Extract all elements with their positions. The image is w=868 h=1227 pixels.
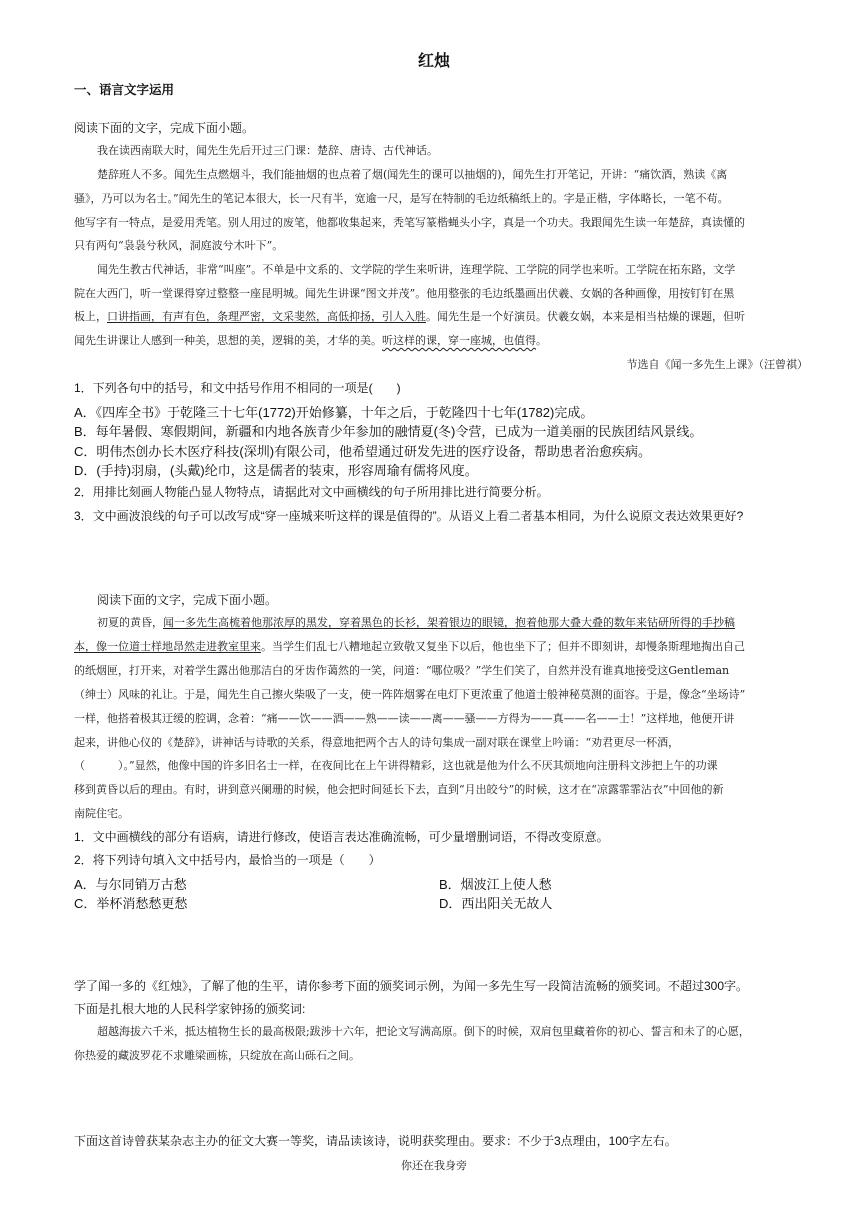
question-stem: 2．将下列诗句填入文中括号内，最恰当的一项是（ ） [74,853,381,867]
passage2-line: （绅士）风味的礼让。于是，闻先生自己擦火柴吸了一支，使一阵阵烟雾在电灯下更浓重了他道士般神秘莫测的面容。于是，像念“坐场诗” [74,688,746,701]
underlined-sentence: 口讲指画，有声有色，条理严密，文采斐然，高低抑扬，引人入胜 [107,310,426,323]
section-heading: 一、语言文字运用 [74,83,175,97]
passage1-line: 楚辞班人不多。闻先生点燃烟斗，我们能抽烟的也点着了烟(闻先生的课可以抽烟的)，闻先生打开笔记，开讲：“痛饮酒，熟读《离 [97,168,728,181]
option-b: B．每年暑假、寒假期间，新疆和内地各族青少年参加的融情夏(冬)令营，已成为一道美丽的民族团结风景线。 [74,424,703,439]
passage1-line: 闻先生教古代神话，非常“叫座”。不单是中文系的、文学院的学生来听讲，连理学院、工学院的同学也来听。工学院在拓东路，文学 [97,263,736,276]
text-span: 闻先生讲课让人感到一种美，思想的美，逻辑的美，才华的美。 [74,334,382,347]
passage1-line: 只有两句“袅袅兮秋风，洞庭波兮木叶下”。 [74,239,284,252]
question-stem: 学了闻一多的《红烛》，了解了他的生平，请你参考下面的颁奖词示例，为闻一多先生写一段简洁流畅的颁奖词。不超过300字。 [74,979,749,993]
question-stem: 2．用排比刻画人物能凸显人物特点，请据此对文中画横线的句子所用排比进行简要分析。 [74,485,549,499]
passage2-line: 移到黄昏以后的理由。有时，讲到意兴阑珊的时候，他会把时间延长下去，直到“月出皎兮”的时候，这才在“凉露霏霏沾衣”中回他的新 [74,783,724,796]
passage1-intro: 阅读下面的文字，完成下面小题。 [74,121,255,135]
award-text-line: 超越海拔六千米，抵达植物生长的最高极限;跋涉十六年，把论文写满高原。倒下的时候，双肩包里藏着你的初心、誓言和未了的心愿， [97,1025,750,1038]
option-d: D．西出阳关无故人 [439,896,553,911]
option-b: B．烟波江上使人愁 [439,877,552,892]
wavy-underlined-sentence: 听这样的课，穿一座城，也值得 [382,334,536,347]
passage2-line: （ ）。”显然，他像中国的许多旧名士一样，在夜间比在上午讲得精彩，这也就是他为什么不厌其烦地向注册科文涉把上午的功课 [74,759,718,772]
award-text-line: 你热爱的藏波罗花不求雕梁画栋，只绽放在高山砾石之间。 [74,1049,360,1062]
document-title: 红烛 [417,53,450,70]
passage1-line: 骚》，乃可以为名士。”闻先生的笔记本很大，长一尺有半，宽逾一尺，是写在特制的毛边纸稿纸上的。字是正楷，字体略长，一笔不苟。 [74,192,729,205]
underlined-sentence: 本，像一位道士样地昂然走进教室里来 [74,640,261,653]
text-span: 板上， [74,310,107,323]
source-citation: 节选自《闻一多先生上课》（汪曾祺） [626,358,808,371]
passage2-line: 南院住宅。 [74,807,129,820]
passage2-intro: 阅读下面的文字，完成下面小题。 [97,593,278,607]
passage1-line: 他写字有一特点，是爱用秃笔。别人用过的废笔，他都收集起来，秃笔写篆楷蝇头小字，真是一个功夫。我跟闻先生读一年楚辞，真读懂的 [74,216,745,229]
question-stem: 下面这首诗曾获某杂志主办的征文大赛一等奖，请品读该诗，说明获奖理由。要求：不少于3点理由，100字左右。 [74,1134,677,1148]
option-a: A．与尔同销万古愁 [74,877,187,892]
passage1-line [74,308,745,324]
question-stem: 1．下列各句中的括号，和文中括号作用不相同的一项是( ) [74,381,401,395]
option-c: C．明伟杰创办长木医疗科技(深圳)有限公司，他希望通过研发先进的医疗设备，帮助患者治愈疾病。 [74,444,652,459]
text-span: 初夏的黄昏， [97,616,163,629]
passage1-line [74,332,547,348]
passage2-line [74,638,745,654]
question-stem: 下面是扎根大地的人民科学家钟扬的颁奖词: [74,1002,306,1016]
underlined-sentence: 闻一多先生高梳着他那浓厚的黑发，穿着黑色的长衫，架着银边的眼镜，抱着他那大叠大叠的数年来钻研所得的手抄稿 [163,616,735,629]
option-a: A．《四库全书》于乾隆三十七年(1772)开始修纂，十年之后，于乾隆四十七年(1782)完成。 [74,405,594,420]
passage1-line: 院在大西门，听一堂课得穿过整整一座昆明城。闻先生讲课“图文并茂”。他用整张的毛边纸墨画出伏羲、女娲的各种画像，用按钉钉在黑 [74,287,735,300]
text-span: 。 [536,334,547,347]
question-stem: 3．文中画波浪线的句子可以改写成“穿一座城来听这样的课是值得的”。从语义上看二者基本相同，为什么说原文表达效果更好? [74,509,744,523]
text-span: 。当学生们乱七八糟地起立致敬又复坐下以后，他也坐下了；但并不即刻讲，却慢条斯理地掏出自己 [261,640,745,653]
text-span: 。闻先生是一个好演员。伏羲女娲，本来是相当枯燥的课题，但听 [426,310,745,323]
passage2-line: 起来，讲他心仪的《楚辞》，讲神话与诗歌的关系，得意地把两个古人的诗句集成一副对联在课堂上吟诵：“劝君更尽一杯酒， [74,736,680,749]
passage1-line: 我在读西南联大时，闻先生先后开过三门课：楚辞、唐诗、古代神话。 [97,144,438,157]
passage2-line [97,614,735,630]
option-c: C．举杯消愁愁更愁 [74,896,188,911]
passage2-line: 的纸烟匣，打开来，对着学生露出他那洁白的牙齿作蔼然的一笑，问道：“哪位吸？”学生们笑了，自然并没有谁真地接受这Gentleman [74,664,730,677]
passage2-line: 一样，他搭着极其迂缓的腔调，念着：“痛——饮——酒——熟——读——离——骚——方得为——真——名——士！”这样地，他便开讲 [74,712,735,725]
question-stem: 1．文中画横线的部分有语病，请进行修改，使语言表达准确流畅，可少量增删词语，不得改变原意。 [74,830,609,844]
poem-title: 你还在我身旁 [401,1159,467,1172]
option-d: D．(手持)羽扇，(头戴)纶巾，这是儒者的装束，形容周瑜有儒将风度。 [74,463,478,478]
